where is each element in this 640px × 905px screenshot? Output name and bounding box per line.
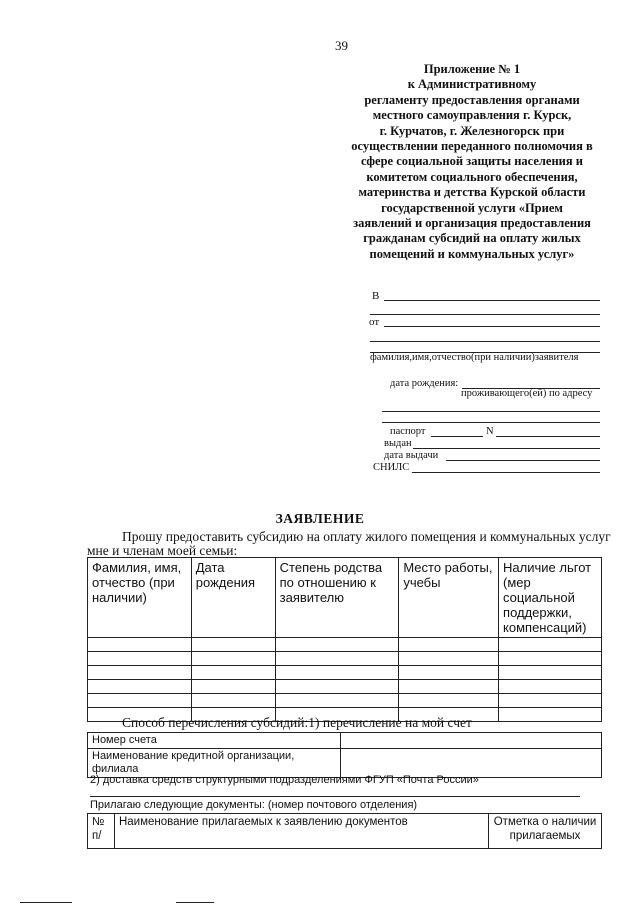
passport-number-field[interactable]	[496, 436, 600, 437]
request-text-line2: мне и членам моей семьи:	[87, 543, 238, 558]
birth-date-label: дата рождения:	[390, 378, 459, 389]
page-number: 39	[335, 38, 348, 53]
table-cell[interactable]	[88, 638, 192, 652]
appendix-line: заявлений и организация предоставления	[353, 216, 591, 231]
appendix-line: регламенту предоставления органами	[364, 92, 580, 107]
to-field[interactable]	[384, 300, 600, 301]
passport-series-field[interactable]	[431, 436, 483, 437]
passport-label: паспорт	[390, 426, 426, 437]
request-text-line1: Прошу предоставить субсидию на оплату жилого помещения и коммунальных услуг	[122, 529, 611, 544]
issue-date-label: дата выдачи	[384, 450, 439, 461]
table-cell[interactable]	[275, 694, 399, 708]
appendix-line: к Административному	[407, 77, 537, 92]
table-cell[interactable]	[499, 652, 602, 666]
appendix-line: Приложение № 1	[423, 62, 521, 76]
table-cell[interactable]	[499, 694, 602, 708]
column-header: Место работы, учебы	[399, 558, 499, 638]
table-row	[88, 733, 602, 749]
statement-title: ЗАЯВЛЕНИЕ	[275, 511, 365, 526]
appendix-line: гражданам субсидий на оплату жилых	[363, 231, 581, 246]
payment-method-text: Способ перечисления субсидий:1) перечисление на мой счет	[122, 715, 472, 730]
issued-by-field[interactable]	[413, 448, 600, 449]
documents-table-header	[88, 814, 602, 849]
table-cell[interactable]	[191, 680, 275, 694]
appendix-line: помещений и коммунальных услуг»	[369, 246, 575, 261]
family-table	[87, 557, 602, 722]
column-header: Фамилия, имя, отчество (при наличии)	[88, 558, 192, 638]
table-cell[interactable]	[275, 680, 399, 694]
issue-date-field[interactable]	[446, 460, 600, 461]
appendix-line: материнства и детства Курской области	[358, 185, 586, 200]
column-header-document-name: Наименование прилагаемых к заявлению документов	[114, 814, 488, 849]
address-field[interactable]	[382, 411, 600, 412]
account-number-field[interactable]	[340, 733, 601, 749]
snils-label: СНИЛС	[373, 462, 410, 473]
issued-label: выдан	[384, 438, 412, 449]
attached-documents-text: Прилагаю следующие документы: (номер почтового отделения)	[90, 799, 418, 811]
footnote-rule	[176, 902, 214, 903]
table-cell[interactable]	[399, 694, 499, 708]
appendix-line: местного самоуправления г. Курск,	[372, 108, 572, 123]
table-cell[interactable]	[499, 666, 602, 680]
table-cell[interactable]	[88, 666, 192, 680]
table-cell[interactable]	[191, 638, 275, 652]
from-field[interactable]	[384, 326, 600, 327]
table-cell[interactable]	[399, 666, 499, 680]
appendix-line: г. Курчатов, г. Железногорск при	[379, 123, 565, 138]
table-cell[interactable]	[275, 652, 399, 666]
snils-field[interactable]	[412, 472, 600, 473]
appendix-line: комитетом социального обеспечения,	[366, 169, 578, 184]
appendix-line: осуществлении переданного полномочия в	[351, 139, 593, 154]
table-cell[interactable]	[88, 694, 192, 708]
table-cell[interactable]	[499, 708, 602, 722]
table-cell[interactable]	[191, 666, 275, 680]
to-field-line2[interactable]	[370, 314, 600, 315]
post-office-field[interactable]	[90, 796, 580, 797]
column-header: Степень родства по отношению к заявителю	[275, 558, 399, 638]
table-cell[interactable]	[88, 680, 192, 694]
table-cell[interactable]	[191, 652, 275, 666]
to-label: В	[372, 290, 380, 302]
address-field-line2[interactable]	[382, 422, 600, 423]
table-cell[interactable]	[399, 680, 499, 694]
table-row	[88, 666, 602, 680]
fio-caption: фамилия,имя,отчество(при наличии)заявителя	[370, 352, 579, 363]
table-cell[interactable]	[499, 638, 602, 652]
column-header: Наличие льгот (мер социальной поддержки, компенсаций)	[499, 558, 602, 638]
table-cell[interactable]	[88, 652, 192, 666]
from-label: от	[369, 316, 380, 328]
appendix-header	[338, 62, 606, 262]
bank-name-label: Наименование кредитной организации, филиала	[88, 749, 341, 778]
column-header-number: № п/	[88, 814, 115, 849]
table-cell[interactable]	[275, 638, 399, 652]
table-cell[interactable]	[399, 652, 499, 666]
passport-number-label: N	[486, 426, 494, 437]
family-table-header	[88, 558, 602, 638]
residing-caption: проживающего(ей) по адресу	[461, 388, 593, 399]
table-row	[88, 694, 602, 708]
footnote-rule	[20, 902, 72, 903]
account-number-label: Номер счета	[88, 733, 341, 749]
bank-details-table	[87, 732, 602, 778]
table-row	[88, 680, 602, 694]
from-field-line2[interactable]	[370, 341, 600, 342]
table-cell[interactable]	[275, 666, 399, 680]
documents-table	[87, 813, 602, 849]
appendix-line: государственной услуги «Прием	[381, 200, 563, 215]
table-cell[interactable]	[191, 694, 275, 708]
column-header: Дата рождения	[191, 558, 275, 638]
column-header-attached-mark: Отметка о наличии прилагаемых	[489, 814, 602, 849]
table-cell[interactable]	[399, 638, 499, 652]
appendix-line: сфере социальной защиты населения и	[361, 154, 583, 169]
table-row	[88, 638, 602, 652]
table-cell[interactable]	[499, 680, 602, 694]
delivery-text: 2) доставка средств структурными подразделениями ФГУП «Почта России»	[90, 774, 479, 786]
table-row	[88, 652, 602, 666]
